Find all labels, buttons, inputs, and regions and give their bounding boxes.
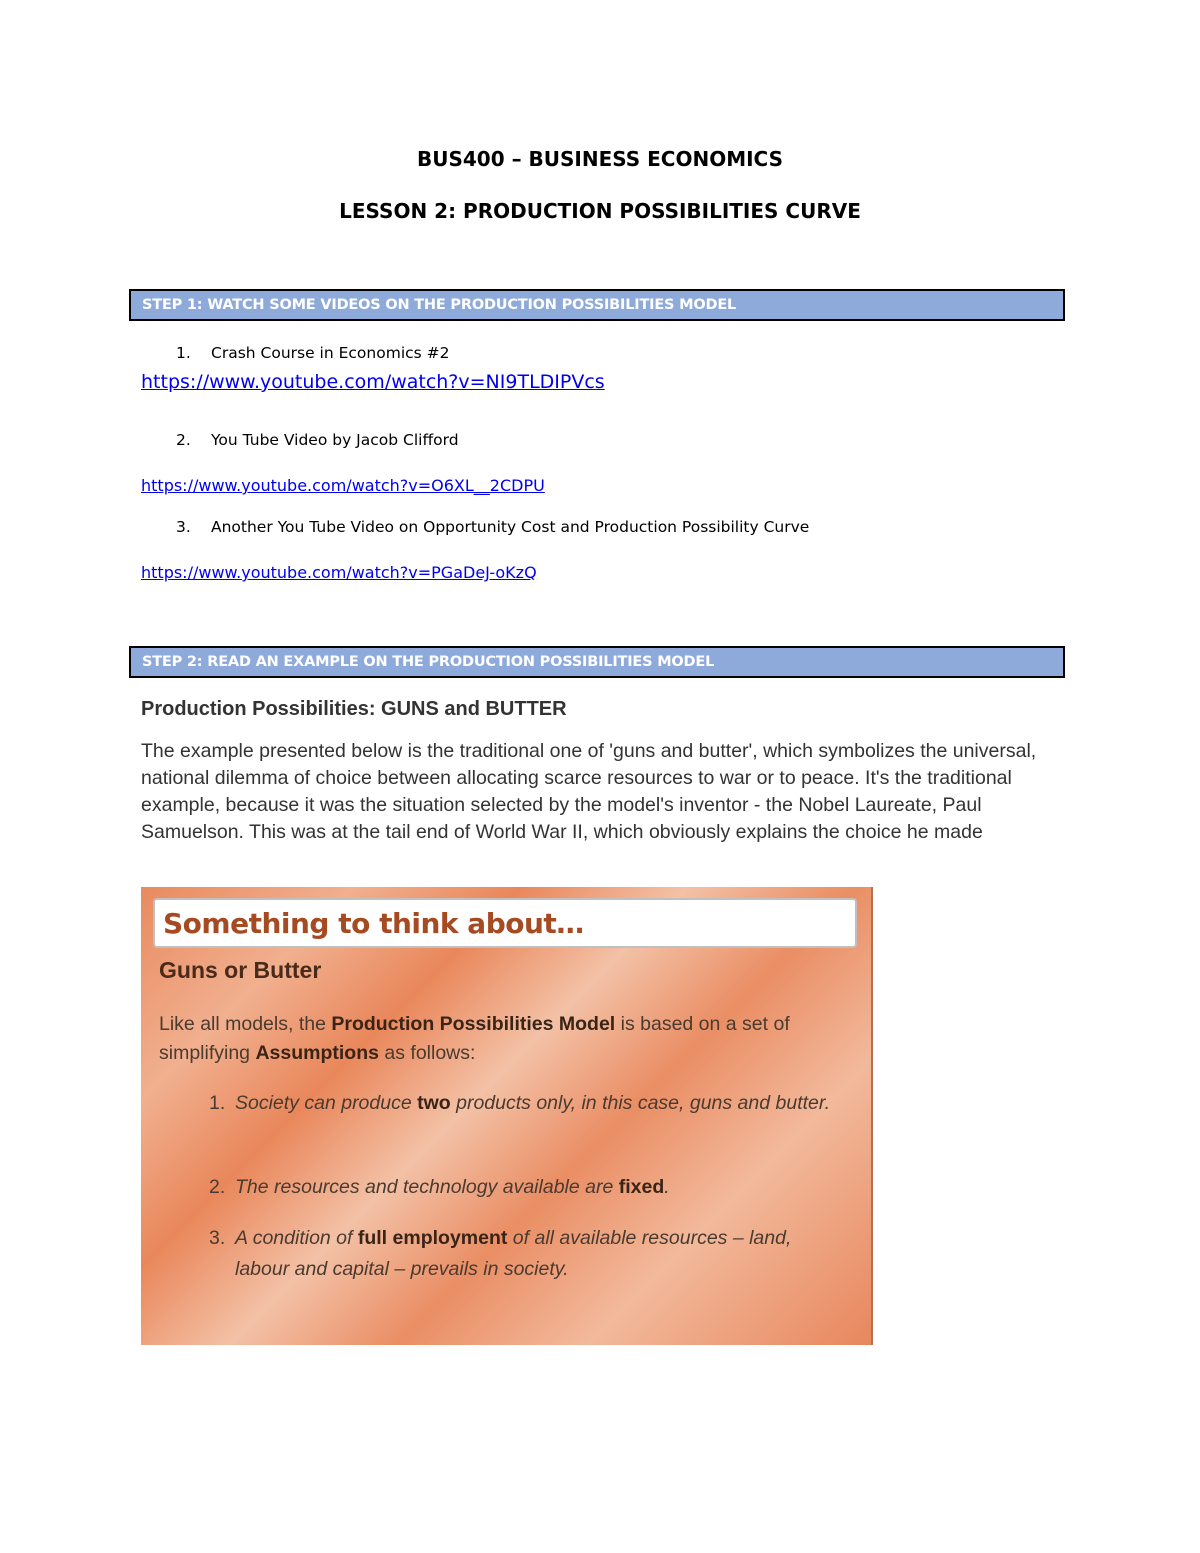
step1-heading-bar: [129, 289, 1065, 321]
think-box-header: [153, 898, 857, 948]
think-box-intro: Like all models, the Production Possibilities Model is based on a set of simplifying Assumptions as follows:: [159, 1013, 790, 1064]
example-heading: Production Possibilities: GUNS and BUTTER: [141, 698, 567, 720]
document-title: BUS400 – BUSINESS ECONOMICS: [416, 147, 784, 171]
video-item-1: [176, 344, 450, 362]
video-link-2[interactable]: https://www.youtube.com/watch?v=O6XL__2CDPU: [141, 476, 545, 495]
video-link-1[interactable]: https://www.youtube.com/watch?v=NI9TLDIPVcs: [141, 371, 605, 393]
video-item-2: [176, 431, 459, 449]
video-link-3[interactable]: https://www.youtube.com/watch?v=PGaDeJ-oKzQ: [141, 563, 537, 582]
lesson-title: LESSON 2: PRODUCTION POSSIBILITIES CURVE: [339, 199, 861, 223]
video-item-3: [176, 518, 809, 536]
step1-heading: STEP 1: WATCH SOME VIDEOS ON THE PRODUCTION POSSIBILITIES MODEL: [142, 297, 737, 313]
video-item-number: 2.: [176, 431, 191, 449]
step2-heading-bar: [129, 646, 1065, 678]
assumption-3: 3. A condition of full employment of all available resources – land, labour and capital – prevails in society.: [209, 1227, 792, 1280]
video-item-number: 3.: [176, 518, 191, 536]
think-box-subtitle: Guns or Butter: [159, 957, 322, 983]
think-about-image: [141, 887, 873, 1345]
step2-heading: STEP 2: READ AN EXAMPLE ON THE PRODUCTION POSSIBILITIES MODEL: [142, 654, 715, 670]
think-box-header-text: Something to think about…: [163, 906, 584, 940]
video-item-number: 1.: [176, 344, 191, 362]
video-item-label: Another You Tube Video on Opportunity Cost and Production Possibility Curve: [211, 518, 810, 536]
video-item-label: Crash Course in Economics #2: [211, 344, 450, 362]
assumption-1: 1. Society can produce two products only, in this case, guns and butter.: [209, 1092, 831, 1114]
example-body: The example presented below is the traditional one of 'guns and butter', which symbolizes the universal, national dilemma of choice between allocating scarce resources to war or to peace. It's the traditional example, because it was the situation selected by the model's inventor - the Nobel Laureate, Paul Samuelson. This was at the tail end of World War II, which obviously explains the choice he made: [141, 740, 1037, 843]
assumption-2: 2. The resources and technology available are fixed.: [209, 1176, 670, 1198]
video-item-label: You Tube Video by Jacob Clifford: [211, 431, 459, 449]
